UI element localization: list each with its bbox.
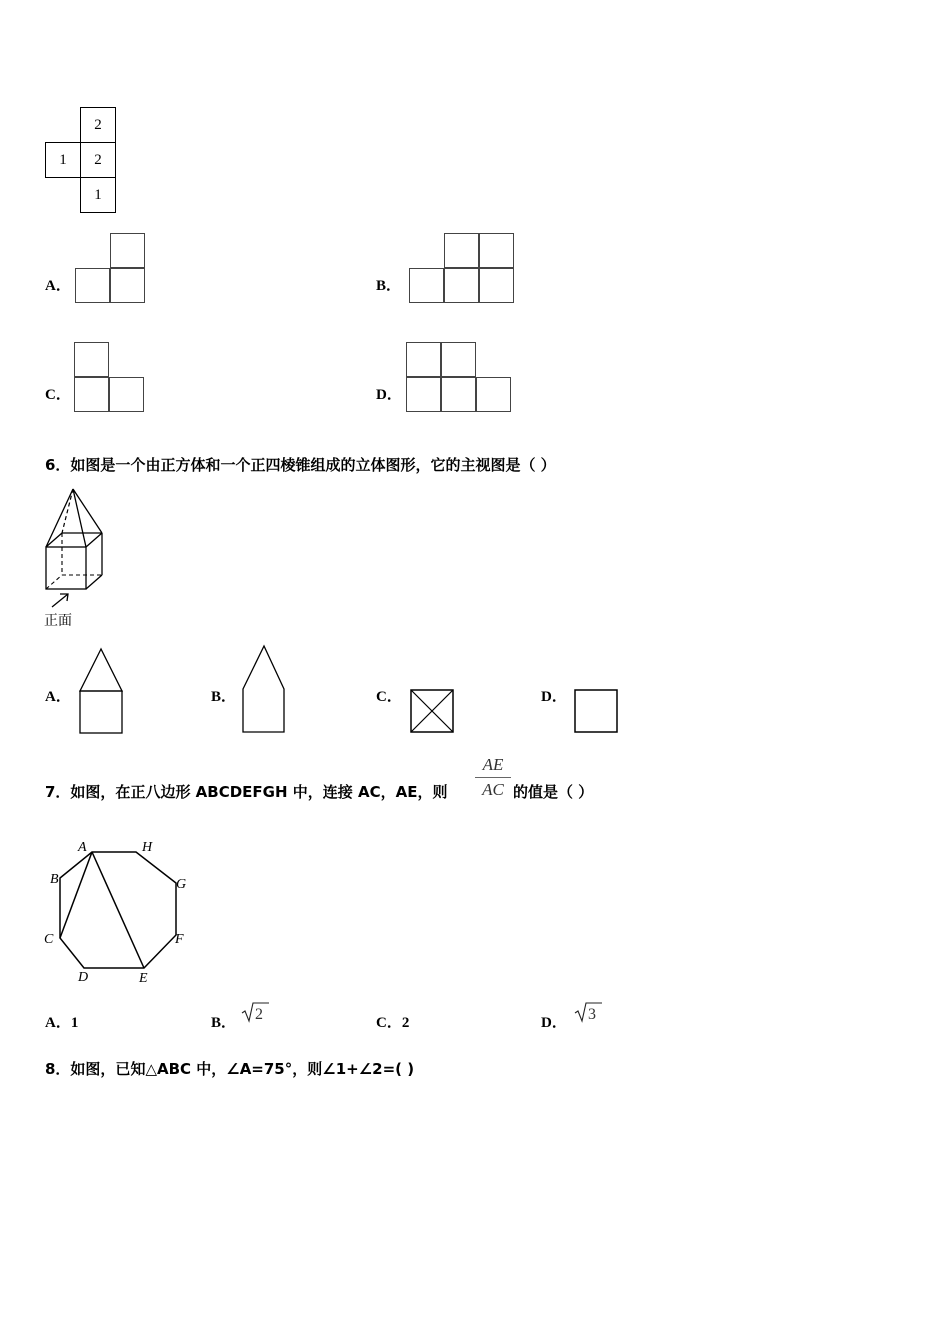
- net-cell-left: 1: [45, 142, 81, 178]
- sqrt-2-radical: [240, 1000, 270, 1024]
- q5-option-a-label: A．: [45, 278, 71, 294]
- q7-option-b-label[interactable]: B．: [211, 1015, 237, 1031]
- q5-option-b-label: B．: [376, 278, 402, 294]
- net-cell-bottom: 1: [80, 177, 116, 213]
- q7-text: [45, 781, 447, 802]
- vertex-c-label: C: [44, 932, 54, 947]
- front-face-label: 正面: [44, 613, 72, 629]
- q7-option-d-label[interactable]: D．: [541, 1015, 567, 1031]
- q8-text: 8．如图，已知△ABC 中，∠A=75°，则∠1+∠2=( ): [45, 1060, 415, 1078]
- q7-text-before: 7．如图，在正八边形 ABCDEFGH 中，连接 AC，AE，则: [45, 783, 448, 801]
- vertex-a-label: A: [78, 840, 87, 855]
- vertex-h-label: H: [142, 840, 153, 855]
- q6-option-d-figure[interactable]: [572, 687, 622, 735]
- q5-option-c-label: C．: [45, 387, 71, 403]
- q6-option-b-label: B．: [211, 689, 237, 705]
- vertex-d-label: D: [78, 970, 89, 985]
- sqrt-3-radical: [573, 1000, 603, 1024]
- fraction-denominator: AC: [482, 780, 504, 799]
- q6-text: 6．如图是一个由正方体和一个正四棱锥组成的立体图形，它的主视图是（ ）: [45, 456, 556, 474]
- q6-option-c-figure[interactable]: [408, 687, 458, 735]
- q7-text-after: 的值是（ ）: [513, 783, 594, 801]
- q7-fraction: [475, 755, 511, 800]
- q6-option-d-label: D．: [541, 689, 567, 705]
- net-cell-top: 2: [80, 107, 116, 143]
- vertex-e-label: E: [139, 971, 148, 986]
- q6-option-a-label: A．: [45, 689, 71, 705]
- q5-option-d-label: D．: [376, 387, 402, 403]
- q7-option-a[interactable]: A．1: [45, 1015, 79, 1031]
- q6-option-b-figure[interactable]: [238, 643, 290, 737]
- net-cell-center: 2: [80, 142, 116, 178]
- sqrt-2-value: 2: [255, 1006, 263, 1023]
- vertex-f-label: F: [175, 932, 184, 947]
- vertex-b-label: B: [50, 872, 59, 887]
- fraction-numerator: AE: [482, 755, 504, 774]
- fraction-bar: [475, 777, 511, 778]
- q6-option-a-figure[interactable]: [76, 645, 126, 737]
- q7-octagon-figure: [40, 835, 200, 990]
- sqrt-3-value: 3: [588, 1006, 596, 1023]
- q7-option-c[interactable]: C．2: [376, 1015, 410, 1031]
- q6-option-c-label: C．: [376, 689, 402, 705]
- vertex-g-label: G: [176, 877, 187, 892]
